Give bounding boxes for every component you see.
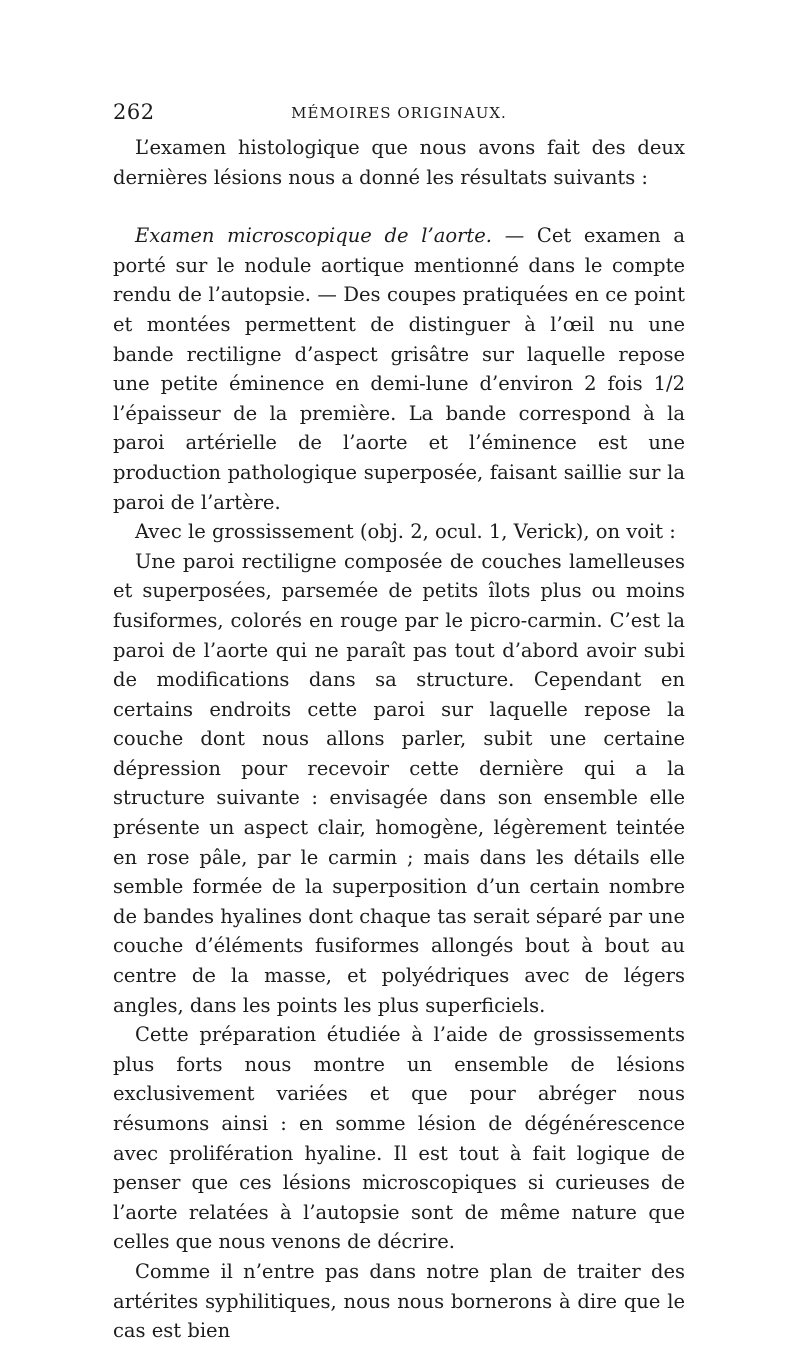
paragraph-aorta-examination (113, 221, 685, 517)
paragraph-conclusion (113, 1257, 685, 1346)
page-number: 262 (113, 100, 155, 124)
page-header (113, 100, 685, 130)
paragraph-text: L’examen histologique que nous avons fait des deux dernières lésions nous a donné les résultats suivants : (113, 136, 685, 189)
paragraph-magnification (113, 517, 685, 547)
paragraph-preparation (113, 1020, 685, 1257)
paragraph-wall-description (113, 547, 685, 1021)
running-title: MÉMOIRES ORIGINAUX. (291, 104, 507, 122)
section-title: Examen microscopique de l’aorte. (135, 224, 492, 248)
paragraph-text: Une paroi rectiligne composée de couches lamelleuses et superposées, parsemée de petits îlots plus ou moins fusiformes, colorés en rouge par le picro-carmin. C’est la paroi de l’aorte qui ne paraît pas tout d’abord avoir subi de modifications dans sa structure. Cependant en certains endroits cette paroi sur laquelle repose la couche dont nous allons parler, subit une certaine dépression pour recevoir cette dernière qui a la structure suivante : envisagée dans son ensemble elle présente un aspect clair, homogène, légèrement teintée en rose pâle, par le carmin ; mais dans les détails elle semble formée de la superposition d’un certain nombre de bandes hyalines dont chaque tas serait séparé par une couche d’éléments fusiformes allongés bout à bout au centre de la masse, et polyédriques avec de légers angles, dans les points les plus superficiels. (113, 549, 685, 1017)
paragraph-text: Comme il n’entre pas dans notre plan de traiter des artérites syphilitiques, nous nous bornerons à dire que le cas est bien (113, 1259, 685, 1343)
paragraph-text: — Cet examen a porté sur le nodule aortique mentionné dans le compte rendu de l’autopsie. — Des coupes pratiquées en ce point et montées permettent de distinguer à l’œil nu une bande rectiligne d’aspect grisâtre sur laquelle repose une petite éminence en demi-lune d’environ 2 fois 1/2 l’épaisseur de la première. La bande correspond à la paroi artérielle de l’aorte et l’éminence est une production pathologique superposée, faisant saillie sur la paroi de l’artère. (113, 224, 685, 514)
body-text (113, 133, 685, 1346)
paragraph-text: Cette préparation étudiée à l’aide de grossissements plus forts nous montre un ensemble de lésions exclusivement variées et que pour abréger nous résumons ainsi : en somme lésion de dégénérescence avec prolifération hyaline. Il est tout à fait logique de penser que ces lésions microscopiques si curieuses de l’aorte relatées à l’autopsie sont de même nature que celles que nous venons de décrire. (113, 1023, 685, 1254)
paragraph-intro (113, 133, 685, 192)
paragraph-text: Avec le grossissement (obj. 2, ocul. 1, Verick), on voit : (135, 520, 676, 544)
